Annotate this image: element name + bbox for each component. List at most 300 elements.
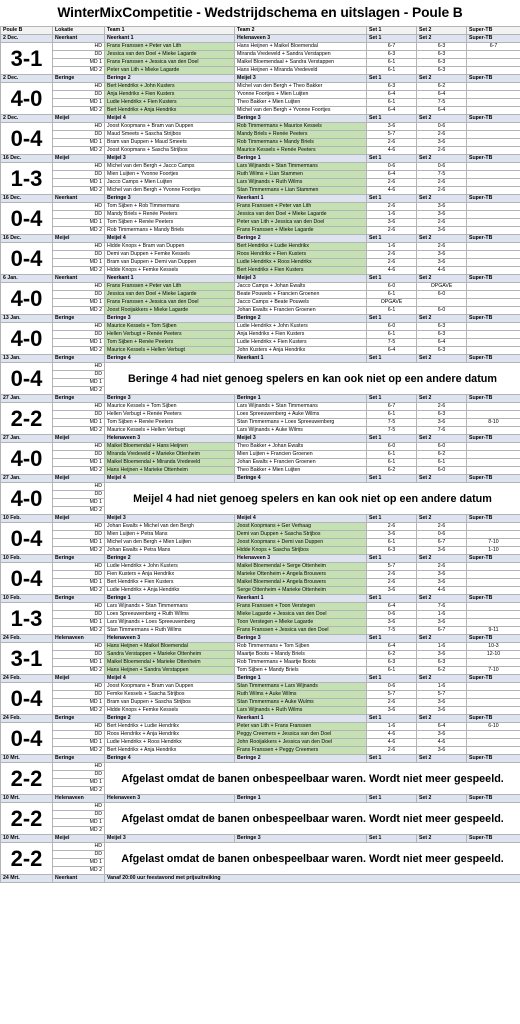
team1-name: Neerkant 1	[105, 275, 235, 283]
set2-score: 6-4	[417, 339, 467, 347]
set2-score: 0-6	[417, 123, 467, 131]
team2-players: Hidde Knops + Sascha Strijbos	[235, 547, 367, 555]
match-note: Afgelast omdat de banen onbespeelbaar waren. Wordt niet meer gespeeld.	[105, 763, 520, 795]
set1-score: 6-1	[367, 411, 417, 419]
set2-header: Set 2	[417, 35, 467, 43]
team2-name: Helenaveen 3	[235, 555, 367, 563]
team2-name: Meijel 4	[235, 515, 367, 523]
supertb-score	[467, 251, 520, 259]
supertb-score	[467, 51, 520, 59]
match-score: 2-2	[1, 763, 53, 795]
team1-players: Hans Heijnen + Sandra Verstappen	[105, 667, 235, 675]
set2-score: 3-6	[417, 731, 467, 739]
match-score: 0-4	[1, 243, 53, 275]
set2-score: 6-0	[417, 307, 467, 315]
team2-players: Maikel Bloemendal + Angela Brouwers	[235, 579, 367, 587]
game-type: DD	[53, 371, 105, 379]
game-row	[1, 179, 520, 187]
match-location: Meijel	[53, 515, 105, 523]
set1-score: 6-1	[367, 307, 417, 315]
game-row	[1, 299, 520, 307]
set1-score: 3-6	[367, 619, 417, 627]
set1-score: 4-6	[367, 731, 417, 739]
team2-players: Lars Wijnands + Stan Timmermans	[235, 163, 367, 171]
game-row	[1, 683, 520, 691]
game-row	[1, 651, 520, 659]
set2-score: 2-6	[417, 179, 467, 187]
set1-score: 1-6	[367, 211, 417, 219]
match-location: Neerkant	[53, 195, 105, 203]
game-row	[1, 331, 520, 339]
game-type: DD	[53, 451, 105, 459]
set1-score: 0-6	[367, 163, 417, 171]
game-row	[1, 283, 520, 291]
game-type: HD	[53, 323, 105, 331]
game-type: MD 2	[53, 827, 105, 835]
team2-name: Beringe 1	[235, 795, 367, 803]
team2-name: Beringe 3	[235, 635, 367, 643]
match-note: Afgelast omdat de banen onbespeelbaar waren. Wordt niet meer gespeeld.	[105, 803, 520, 835]
team1-players: Maurice Kessels + Hellen Verbugt	[105, 427, 235, 435]
match-date: 10 Feb.	[1, 595, 53, 603]
game-row	[1, 667, 520, 675]
supertb-score	[467, 691, 520, 699]
set2-header: Set 2	[417, 595, 467, 603]
set2-score: 4-6	[417, 739, 467, 747]
game-type: MD 1	[53, 499, 105, 507]
match-score: 3-1	[1, 643, 53, 675]
supertb-score	[467, 83, 520, 91]
set2-score: 3-6	[417, 259, 467, 267]
supertb-header: Super-TB	[467, 395, 520, 403]
supertb-header: Super-TB	[467, 635, 520, 643]
team2-name: Beringe 2	[235, 315, 367, 323]
set1-score: 6-3	[367, 547, 417, 555]
team1-name: Beringe 4	[105, 755, 235, 763]
team2-players: Frans Franssen + Peggy Creemers	[235, 747, 367, 755]
supertb-header: Super-TB	[467, 795, 520, 803]
team1-players: Joost Koopmans + Bram van Duppen	[105, 123, 235, 131]
supertb-score	[467, 611, 520, 619]
set2-header: Set 2	[417, 395, 467, 403]
set1-score: 6-1	[367, 99, 417, 107]
game-type: MD 2	[53, 707, 105, 715]
team2-players: Serge Ottenheim + Marieke Ottenheim	[235, 587, 367, 595]
set1-score: 7-5	[367, 339, 417, 347]
team1-players: Joost Koopmans + Bram van Duppen	[105, 683, 235, 691]
set2-score: 3-6	[417, 747, 467, 755]
team2-players: Frans Franssen + Toon Verstegen	[235, 603, 367, 611]
set1-header: Set 1	[367, 435, 417, 443]
team2-name: Helenaveen 3	[235, 35, 367, 43]
supertb-score	[467, 587, 520, 595]
supertb-score	[467, 603, 520, 611]
team2-players: Maartje Boots + Mandy Briels	[235, 651, 367, 659]
column-header: Poule B	[1, 27, 53, 35]
supertb-score	[467, 579, 520, 587]
supertb-score	[467, 307, 520, 315]
set2-header: Set 2	[417, 315, 467, 323]
set1-header: Set 1	[367, 755, 417, 763]
set1-score: 2-6	[367, 579, 417, 587]
set1-header: Set 1	[367, 235, 417, 243]
team2-name: Beringe 2	[235, 235, 367, 243]
game-row	[1, 843, 520, 851]
set1-score: 6-1	[367, 539, 417, 547]
set1-score: 5-7	[367, 691, 417, 699]
set1-score: 5-7	[367, 131, 417, 139]
set1-score: 6-1	[367, 67, 417, 75]
set1-header: Set 1	[367, 355, 417, 363]
team1-name: Beringe 4	[105, 355, 235, 363]
set2-score: 2-6	[417, 563, 467, 571]
team1-players: Mandy Briels + Renée Peeters	[105, 211, 235, 219]
supertb-score	[467, 467, 520, 475]
column-header: Lokatie	[53, 27, 105, 35]
team2-players: Stan Timmermans + Lars Wijnands	[235, 683, 367, 691]
team2-players: Loes Spreeuwenberg + Auke Wilms	[235, 411, 367, 419]
supertb-header: Super-TB	[467, 115, 520, 123]
supertb-header: Super-TB	[467, 75, 520, 83]
game-type: HD	[53, 563, 105, 571]
match-location: Meijel	[53, 675, 105, 683]
set1-score: 2-6	[367, 203, 417, 211]
column-header: Team 1	[105, 27, 235, 35]
team1-players: Ludie Hendrikx + Fien Kusters	[105, 99, 235, 107]
set2-score: 3-6	[417, 211, 467, 219]
game-type: MD 2	[53, 867, 105, 875]
team1-name: Meijel 4	[105, 475, 235, 483]
match-date: 10 Mrt.	[1, 755, 53, 763]
set2-score: 2-6	[417, 219, 467, 227]
match-score: 4-0	[1, 283, 53, 315]
team2-players: Bert Hendrikx + Fien Kusters	[235, 267, 367, 275]
match-date: 27 Jan.	[1, 435, 53, 443]
game-type: MD 2	[53, 627, 105, 635]
set1-score: 6-1	[367, 451, 417, 459]
match-date: 13 Jan.	[1, 315, 53, 323]
match-location: Beringe	[53, 75, 105, 83]
game-row	[1, 747, 520, 755]
supertb-score: 7-10	[467, 667, 520, 675]
team2-players: Hans Heijnen + Maikel Bloemendal	[235, 43, 367, 51]
game-row	[1, 363, 520, 371]
game-type: MD 2	[53, 787, 105, 795]
match-header-row	[1, 115, 520, 123]
team2-players: Jacco Camps + Johan Ewalts	[235, 283, 367, 291]
set2-score: 6-0	[417, 443, 467, 451]
team1-players: Hans Heijnen + Maikel Bloemendal	[105, 643, 235, 651]
match-header-row	[1, 835, 520, 843]
match-header-row	[1, 435, 520, 443]
game-type: HD	[53, 203, 105, 211]
set1-header: Set 1	[367, 835, 417, 843]
game-row	[1, 627, 520, 635]
team1-players: Hans Heijnen + Marieke Ottenheim	[105, 467, 235, 475]
game-row	[1, 707, 520, 715]
set1-score: 6-3	[367, 51, 417, 59]
set2-score: 6-3	[417, 323, 467, 331]
team1-name: Meijel 4	[105, 235, 235, 243]
set2-score: 6-4	[417, 91, 467, 99]
match-score: 0-4	[1, 363, 53, 395]
game-type: DD	[53, 531, 105, 539]
game-row	[1, 731, 520, 739]
match-score: 2-2	[1, 403, 53, 435]
team1-players: Peter van Lith + Mieke Lagarde	[105, 67, 235, 75]
game-row	[1, 139, 520, 147]
set2-header: Set 2	[417, 115, 467, 123]
supertb-score: 7-10	[467, 539, 520, 547]
set2-score: 3-6	[417, 547, 467, 555]
game-type: DD	[53, 131, 105, 139]
team2-name: Meijel 3	[235, 435, 367, 443]
set1-score: 2-6	[367, 179, 417, 187]
match-header-row	[1, 675, 520, 683]
team1-players: Rob Timmermans + Mandy Briels	[105, 227, 235, 235]
match-location: Beringe	[53, 555, 105, 563]
set1-header: Set 1	[367, 595, 417, 603]
set1-score: 6-0	[367, 323, 417, 331]
set2-score: 7-6	[417, 603, 467, 611]
team2-players: Mien Luijten + Francien Groenen	[235, 451, 367, 459]
match-header-row	[1, 155, 520, 163]
supertb-score	[467, 139, 520, 147]
set2-score: 3-6	[417, 651, 467, 659]
team1-name: Helenaveen 3	[105, 635, 235, 643]
match-header-row	[1, 355, 520, 363]
team2-players: Rob Timmermans + Mandy Briels	[235, 139, 367, 147]
team1-players: Roos Hendrikx + Anja Hendrikx	[105, 731, 235, 739]
supertb-score	[467, 347, 520, 355]
game-type: HD	[53, 643, 105, 651]
set2-score: 6-3	[417, 59, 467, 67]
team1-players: Maurice Kessels + Tom Sijben	[105, 403, 235, 411]
match-note: Meijel 4 had niet genoeg spelers en kan ook niet op een andere datum	[105, 483, 520, 515]
game-type: DD	[53, 91, 105, 99]
supertb-header: Super-TB	[467, 315, 520, 323]
game-row	[1, 611, 520, 619]
set1-score: 7-5	[367, 419, 417, 427]
match-header-row	[1, 715, 520, 723]
supertb-score	[467, 131, 520, 139]
game-row	[1, 99, 520, 107]
team2-players: Frans Franssen + Jessica van den Doel	[235, 627, 367, 635]
set2-header: Set 2	[417, 235, 467, 243]
set2-score: 6-0	[417, 467, 467, 475]
game-type: MD 2	[53, 227, 105, 235]
supertb-score	[467, 659, 520, 667]
game-type: DD	[53, 251, 105, 259]
set2-score	[417, 299, 467, 307]
set2-score: 7-5	[417, 171, 467, 179]
team2-name: Beringe 3	[235, 835, 367, 843]
set1-header: Set 1	[367, 35, 417, 43]
team2-players: Peter van Lith + Jessica van den Doel	[235, 219, 367, 227]
set2-score: 2-6	[417, 187, 467, 195]
supertb-score	[467, 107, 520, 115]
game-type: HD	[53, 523, 105, 531]
match-score: 4-0	[1, 323, 53, 355]
set1-score: 4-6	[367, 267, 417, 275]
team1-players: Michel van den Bergh + Jacco Camps	[105, 163, 235, 171]
supertb-score: 1-10	[467, 547, 520, 555]
game-row	[1, 203, 520, 211]
game-row	[1, 83, 520, 91]
game-row	[1, 251, 520, 259]
match-header-row	[1, 555, 520, 563]
set2-score: 3-6	[417, 139, 467, 147]
team1-name: Beringe 2	[105, 715, 235, 723]
supertb-header: Super-TB	[467, 235, 520, 243]
set2-score: 6-0	[417, 291, 467, 299]
set1-score: 3-6	[367, 531, 417, 539]
team1-players: Frans Franssen + Jessica van den Doel	[105, 59, 235, 67]
team1-players: Maikel Bloemendal + Miranda Vredeveld	[105, 459, 235, 467]
supertb-score	[467, 283, 520, 291]
set1-header: Set 1	[367, 715, 417, 723]
match-header-row	[1, 195, 520, 203]
set1-score: 4-6	[367, 147, 417, 155]
match-location: Meijel	[53, 435, 105, 443]
match-date: 10 Mrt.	[1, 795, 53, 803]
game-type: DD	[53, 211, 105, 219]
supertb-score	[467, 227, 520, 235]
set2-header: Set 2	[417, 75, 467, 83]
game-type: HD	[53, 83, 105, 91]
team1-players: Anja Hendrikx + Fien Kusters	[105, 91, 235, 99]
match-date: 10 Mrt.	[1, 835, 53, 843]
team2-name: Beringe 2	[235, 755, 367, 763]
team2-players: Johan Ewalts + Francien Groenen	[235, 459, 367, 467]
supertb-score	[467, 523, 520, 531]
set1-header: Set 1	[367, 515, 417, 523]
team2-players: Miranda Vredeveld + Sandra Verstappen	[235, 51, 367, 59]
set2-header: Set 2	[417, 475, 467, 483]
game-row	[1, 131, 520, 139]
team1-players: Bram van Duppen + Demi van Duppen	[105, 259, 235, 267]
set2-header: Set 2	[417, 755, 467, 763]
set1-score: 6-7	[367, 403, 417, 411]
column-header: Team 2	[235, 27, 367, 35]
game-type: MD 2	[53, 187, 105, 195]
set2-score: 3-6	[417, 419, 467, 427]
set1-score: OPGAVE	[367, 299, 417, 307]
team2-players: Maikel Bloemendal + Serge Ottenheim	[235, 563, 367, 571]
team1-name: Beringe 2	[105, 555, 235, 563]
set1-score: 6-4	[367, 347, 417, 355]
set1-header: Set 1	[367, 635, 417, 643]
supertb-score	[467, 683, 520, 691]
game-type: MD 2	[53, 107, 105, 115]
team1-players: Femke Kessels + Sascha Strijbos	[105, 691, 235, 699]
set2-score: 6-3	[417, 331, 467, 339]
set1-score: 7-5	[367, 427, 417, 435]
match-note: Afgelast omdat de banen onbespeelbaar waren. Wordt niet meer gespeeld.	[105, 843, 520, 875]
set2-header: Set 2	[417, 635, 467, 643]
game-type: MD 2	[53, 307, 105, 315]
game-row	[1, 427, 520, 435]
set2-score: 3-6	[417, 571, 467, 579]
set2-header: Set 2	[417, 515, 467, 523]
game-type: HD	[53, 283, 105, 291]
supertb-score	[467, 187, 520, 195]
game-type: MD 2	[53, 667, 105, 675]
set1-score: 6-4	[367, 91, 417, 99]
team2-players: Johan Ewalts + Francien Groenen	[235, 307, 367, 315]
game-type: MD 2	[53, 67, 105, 75]
set1-score: 6-1	[367, 459, 417, 467]
match-date: 16 Dec.	[1, 235, 53, 243]
game-row	[1, 451, 520, 459]
match-score: 0-4	[1, 123, 53, 155]
match-header-row	[1, 795, 520, 803]
team1-players: Hidde Knops + Bram van Duppen	[105, 243, 235, 251]
team2-players: Hans Heijnen + Miranda Vredeveld	[235, 67, 367, 75]
set1-score: 7-5	[367, 627, 417, 635]
schedule-table	[0, 26, 520, 883]
game-row	[1, 91, 520, 99]
set1-header: Set 1	[367, 75, 417, 83]
supertb-score	[467, 411, 520, 419]
supertb-score	[467, 59, 520, 67]
match-location: Beringe	[53, 395, 105, 403]
game-type: HD	[53, 363, 105, 371]
set2-score: 6-3	[417, 659, 467, 667]
supertb-header: Super-TB	[467, 515, 520, 523]
team1-players: Maud Smeets + Sascha Strijbos	[105, 131, 235, 139]
supertb-score	[467, 619, 520, 627]
team1-players: Ludie Hendrikx + Anja Hendrikx	[105, 587, 235, 595]
team1-players: Sandra Verstappen + Marieke Ottenheim	[105, 651, 235, 659]
set2-score: 1-6	[417, 643, 467, 651]
team1-name: Beringe 3	[105, 315, 235, 323]
team1-name: Helenaveen 3	[105, 435, 235, 443]
match-header-row	[1, 635, 520, 643]
team2-players: Peter van Lith + Frans Franssen	[235, 723, 367, 731]
team2-name: Neerkant 1	[235, 715, 367, 723]
set2-score: 6-3	[417, 43, 467, 51]
team2-players: Jessica van den Doel + Mieke Lagarde	[235, 211, 367, 219]
game-type: MD 2	[53, 467, 105, 475]
game-row	[1, 571, 520, 579]
match-header-row	[1, 235, 520, 243]
set2-score: OPGAVE	[417, 283, 467, 291]
supertb-score: 9-11	[467, 627, 520, 635]
game-type: DD	[53, 691, 105, 699]
team1-name: Meijel 3	[105, 835, 235, 843]
game-type: DD	[53, 411, 105, 419]
team1-players: Fien Kusters + Anja Hendrikx	[105, 571, 235, 579]
set1-score: 6-3	[367, 83, 417, 91]
match-header-row	[1, 475, 520, 483]
game-row	[1, 59, 520, 67]
set1-score: 6-4	[367, 603, 417, 611]
set1-header: Set 1	[367, 115, 417, 123]
set2-score: 4-6	[417, 267, 467, 275]
set1-score: 0-6	[367, 683, 417, 691]
game-row	[1, 219, 520, 227]
supertb-header: Super-TB	[467, 675, 520, 683]
match-location: Meijel	[53, 475, 105, 483]
team1-players: Maurice Kessels + Tom Sijben	[105, 323, 235, 331]
team2-players: Rob Timmermans + Tom Sijben	[235, 643, 367, 651]
match-date: 24 Feb.	[1, 675, 53, 683]
team1-players: Michel van den Bergh + Mien Luijten	[105, 539, 235, 547]
set1-header: Set 1	[367, 475, 417, 483]
supertb-score	[467, 747, 520, 755]
set2-score: 6-3	[417, 67, 467, 75]
